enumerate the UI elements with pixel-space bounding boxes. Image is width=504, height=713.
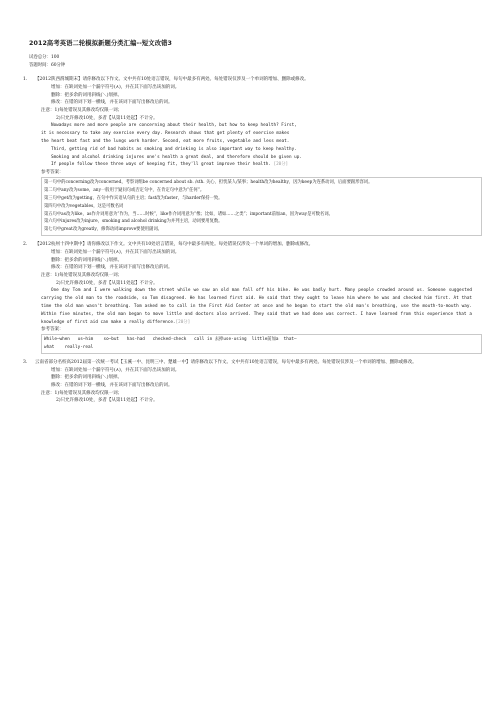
instruction-delete: 删除：把多余的词用斜线(＼)划掉。 xyxy=(51,375,123,381)
reference-answer-label: 参考答案： xyxy=(41,170,64,176)
answer-line: 第二句中any改为some，any一般用于疑问句或否定句中，在肯定句中意为“任何”。 xyxy=(44,187,205,193)
instruction-modify: 修改：在错的词下划一横线，并在该词下面写出修改后的词。 xyxy=(51,100,173,106)
instruction-delete: 删除：把多余的词用斜线(＼)划掉。 xyxy=(51,92,123,98)
question-number: 1. xyxy=(23,77,28,83)
answer-line: 第三句中get改为getting，在句中作宾语从句的主语；fast改为faster，与harder保持一致。 xyxy=(44,195,223,201)
passage-text: One day Tom and I were walking down the street while we saw an old man fall off his bike. He was badly hurt. Many people crowded around us. Someone suggested carrying the old man to the roadside, so Tom disagreed. He has learned first aid. He said that they ought to leave him where he was and checked him first. At that time the old man wasn't breathing. Tom asked me to call in the First Aid Center at once and he began to start the old man's breathing, use the mouth-to-mouth way. Within five minutes, the old man began to move little and doctors also arrived. They said that we had done was correct. I have learned from this experience that a knowledge of first aid can make a really difference. xyxy=(41,288,472,325)
answer-line: 第一句中的concerning改为concerned，考察词组be concerned about sb. /sth. 关心、担忧某人/某事；health改为healthy，因为keep为连系动词，后面要跟形容词。 xyxy=(44,179,373,185)
passage-line: Nowadays more and more people are concerning about their health, but how to keep health? First, xyxy=(51,123,297,129)
time-limit: 答题时间：60分钟 xyxy=(29,62,66,68)
instruction-add: 增加：在缺词处加一个漏字符号(∧)，并在其下面写出该加的词。 xyxy=(51,367,180,373)
instruction-add: 增加：在缺词处加一个漏字符号(∧)，并在其下面写出该加的词。 xyxy=(51,84,180,90)
note-1: 注意：1)每处错误及其修改均仅限一词； xyxy=(41,273,123,279)
question-3 xyxy=(20,359,490,405)
question-prompt: 云南省部分名校高2012届第一次统一考试【玉溪一中、昆明三中、楚雄一中】请你修改以下作文。文中共有10处语言错误，每句中最多有两处。每处错误仅涉及一个单词的增加、删除或修改。 xyxy=(35,359,417,365)
question-1 xyxy=(20,76,490,236)
score-label: [20分] xyxy=(273,162,289,168)
question-prompt: 【2012杭州十四中期中】请你修改以下作文。文中共有10处语言错误，每句中最多有两处。每处错误仅涉及一个单词的增加、删除或修改。 xyxy=(35,242,314,248)
question-number: 2. xyxy=(23,242,28,248)
answer-box xyxy=(41,177,482,236)
reference-answer-label: 参考答案： xyxy=(41,327,64,333)
passage-text: If people follow these three ways of keeping fit, they'll great improve their health. xyxy=(51,162,271,168)
document-title: 2012高考英语二轮模拟新题分类汇编--短文改错3 xyxy=(29,40,172,47)
document-page xyxy=(20,38,490,405)
note-2: 2)只允许修改10处，多者【从第11处起】不计分。 xyxy=(56,398,158,404)
passage xyxy=(20,287,490,326)
note-2: 2)只允许修改10处，多者【从第11处起】不计分。 xyxy=(56,115,158,121)
note-2: 2)只允许修改10处，多者【从第11处起】不计分。 xyxy=(56,280,158,286)
instruction-modify: 修改：在错的词下划一横线，并在该词下面写出修改后的词。 xyxy=(51,383,173,389)
answer-box xyxy=(41,334,482,354)
note-1: 注意：1)每处错误及其修改均仅限一词； xyxy=(41,108,123,113)
answer-line: what really-real xyxy=(44,345,94,351)
answer-line: 第七句中great改为greatly，修饰动词improve要使用副词。 xyxy=(44,227,162,233)
instruction-modify: 修改：在错的词下划一横线，并在该词下面写出修改后的词。 xyxy=(51,265,173,271)
total-score: 试卷总分：100 xyxy=(29,55,60,60)
passage-line: Smoking and alcohol drinking injures one's health a great deal, and therefore should be given up. xyxy=(51,154,302,160)
answer-line: 第四句中改为vegetables，这是可数名词 xyxy=(44,203,124,209)
instruction-delete: 删除：把多余的词用斜线(＼)划掉。 xyxy=(51,257,123,263)
passage-line: Third, getting rid of bad habits as smoking and drinking is also important way to keep healthy. xyxy=(51,146,297,152)
answer-line: While—when us—him so—but has-had checked-check call in 去掉use-using little前加a that— xyxy=(44,337,297,343)
answer-line: 第五句中as改为like，as作介词用意为“作为，当……时候”，like作介词用意为“像；比如，诸如……之类”；important前加an，因为way是可数名词。 xyxy=(44,211,333,217)
question-2 xyxy=(20,241,490,354)
answer-line: 第六句中injures改为injure，smoking and alcohol drinking为并列主语，动词要用复数。 xyxy=(44,219,223,225)
passage-line xyxy=(20,161,490,169)
passage-line: it is necessary to take any exercise every day. Research shows that get plenty of exercise makes xyxy=(41,131,290,137)
question-prompt: 【2012陕西渭城期末】请你修改以下作文。文中共有10处语言错误，每句中最多有两处。每处错误仅涉及一个单词的增加、删除或修改。 xyxy=(35,77,309,83)
instruction-add: 增加：在缺词处加一个漏字符号(∧)，并在其下面写出该加的词。 xyxy=(51,249,180,255)
passage-line: the heart beat fast and the lungs work harder. Second, eat more fruits, vegetable and less meat. xyxy=(41,139,290,144)
question-number: 3. xyxy=(23,359,28,365)
note-1: 注意：1)每处错误及其修改均仅限一词； xyxy=(41,390,123,396)
score-label: [20分] xyxy=(175,319,191,325)
